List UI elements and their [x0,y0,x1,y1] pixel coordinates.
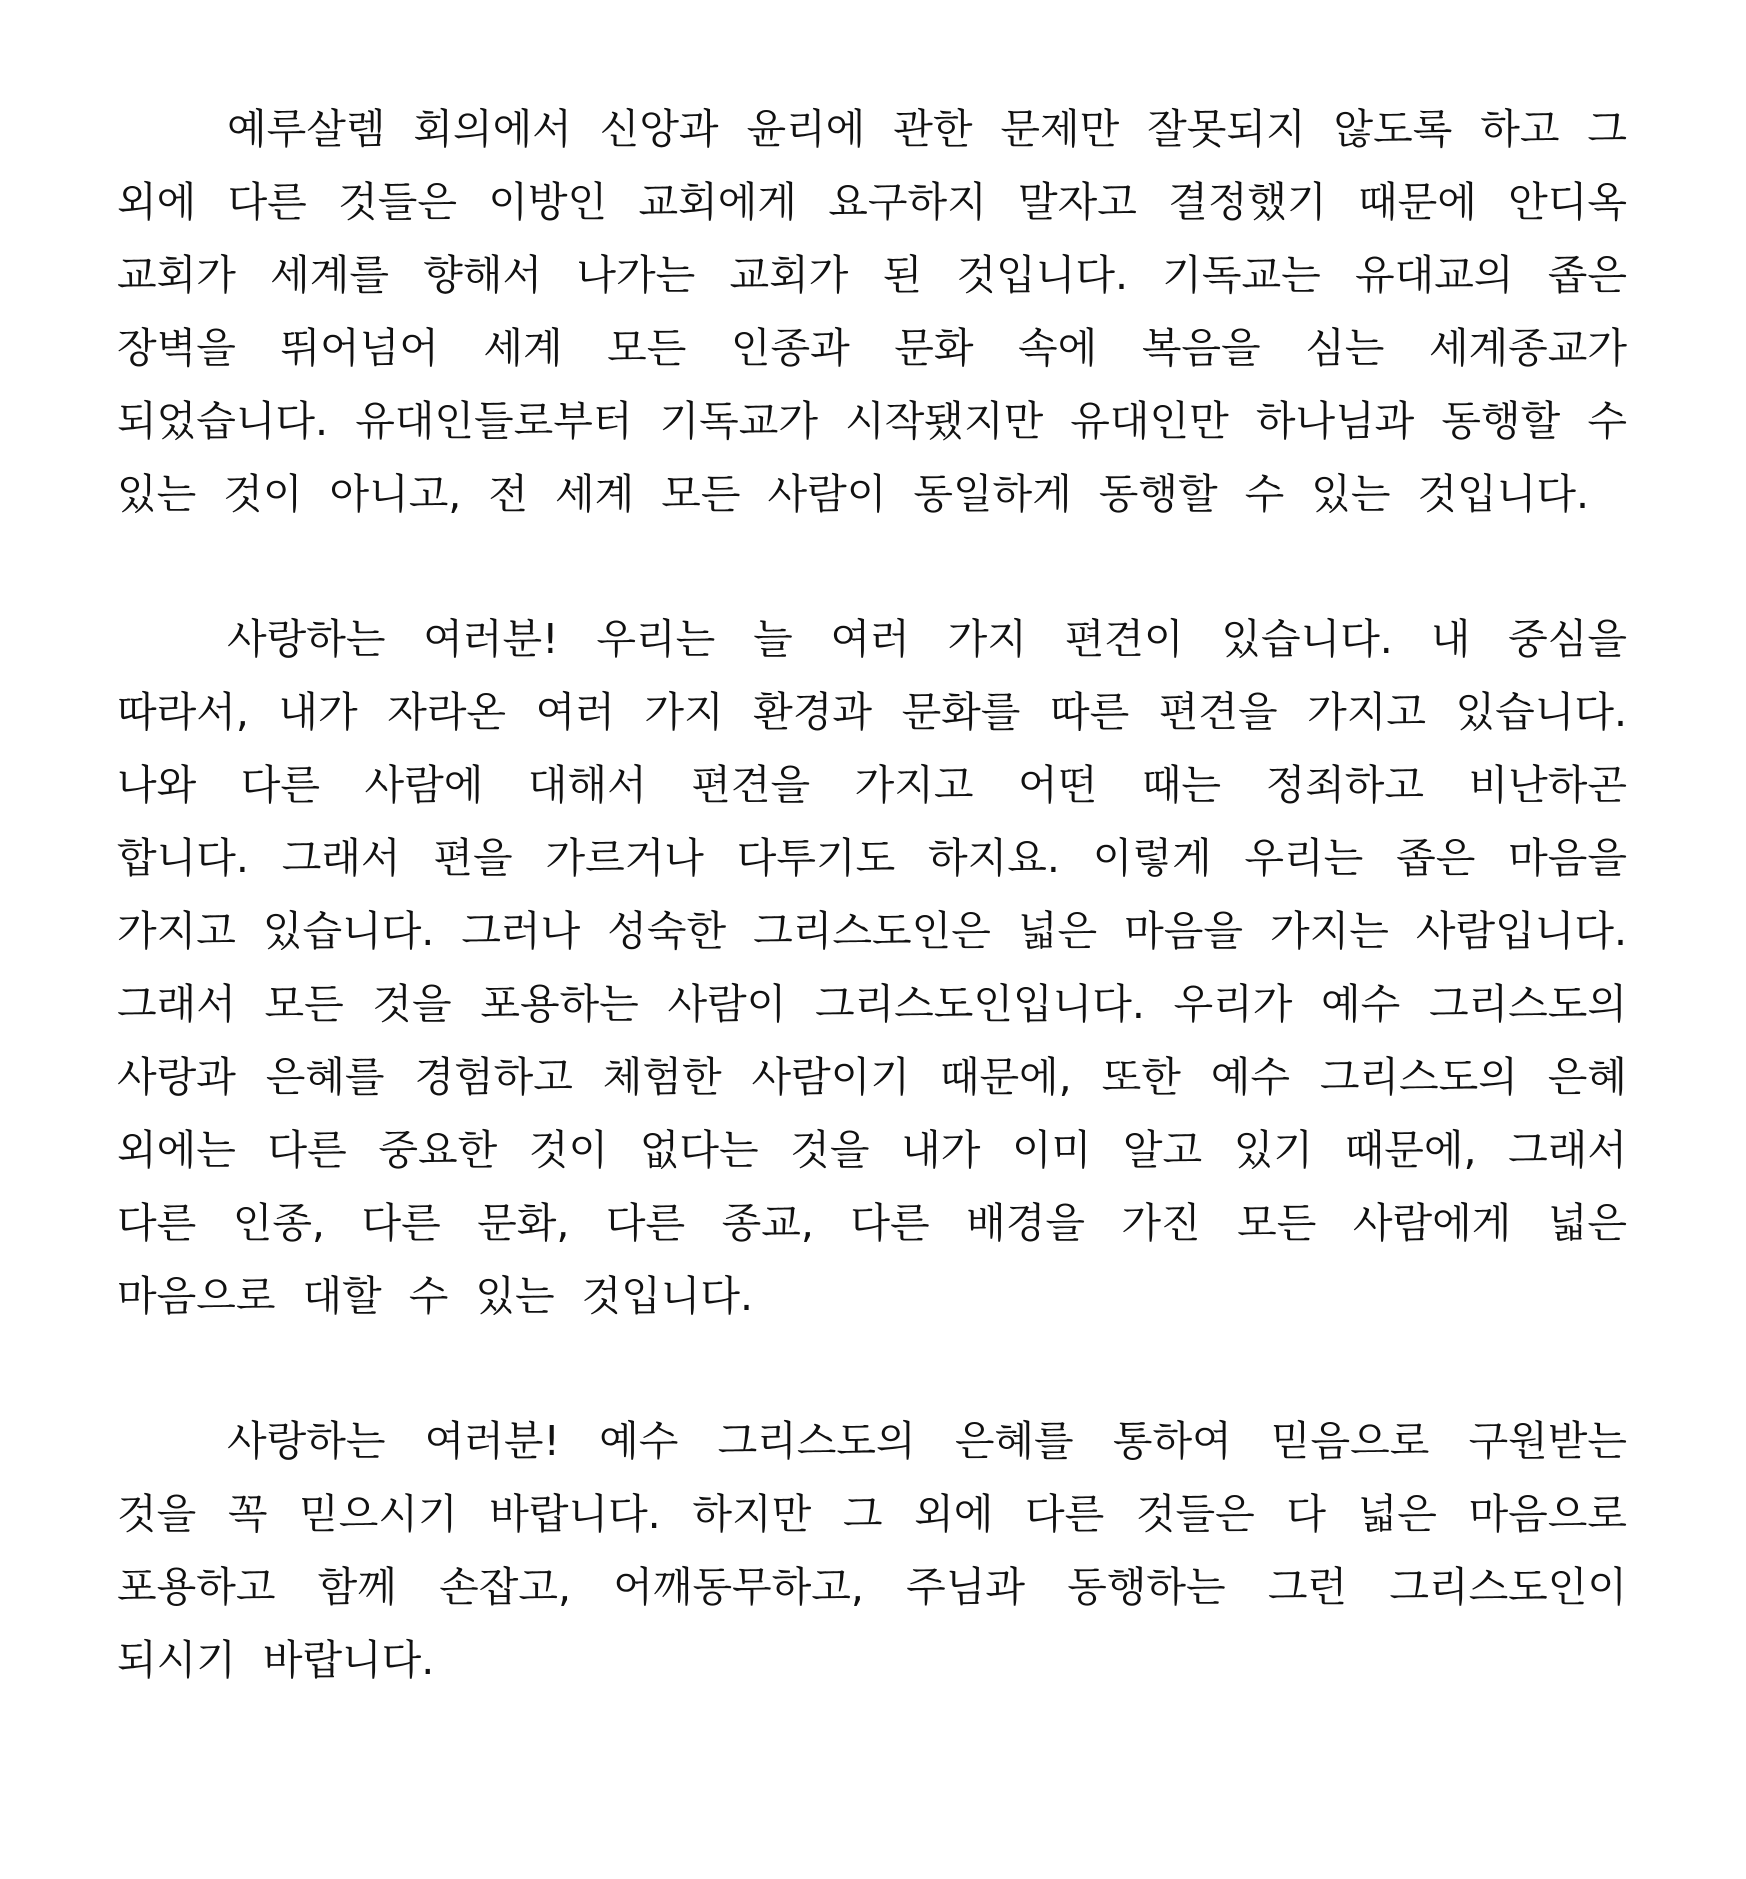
document-body [117,93,1627,1697]
paragraph-3: 사랑하는 여러분! 예수 그리스도의 은혜를 통하여 믿음으로 구원받는 것을 꼭 믿으시기 바랍니다. 하지만 그 외에 다른 것들은 다 넓은 마음으로 포용하고 함께 손잡고, 어깨동무하고, 주님과 동행하는 그런 그리스도인이 되시기 바랍니다. [117,1417,1627,1684]
paragraph-2: 사랑하는 여러분! 우리는 늘 여러 가지 편견이 있습니다. 내 중심을 따라서, 내가 자라온 여러 가지 환경과 문화를 따른 편견을 가지고 있습니다. 나와 다른 사람에 대해서 편견을 가지고 어떤 때는 정죄하고 비난하곤 합니다. 그래서 편을 가르거나 다투기도 하지요. 이렇게 우리는 좁은 마음을 가지고 있습니다. 그러나 성숙한 그리스도인은 넓은 마음을 가지는 사람입니다. 그래서 모든 것을 포용하는 사람이 그리스도인입니다. 우리가 예수 그리스도의 사랑과 은혜를 경험하고 체험한 사람이기 때문에, 또한 예수 그리스도의 은혜 외에는 다른 중요한 것이 없다는 것을 내가 이미 알고 있기 때문에, 그래서 다른 인종, 다른 문화, 다른 종교, 다른 배경을 가진 모든 사람에게 넓은 마음으로 대할 수 있는 것입니다. [117,615,1627,1320]
paragraph-1: 예루살렘 회의에서 신앙과 윤리에 관한 문제만 잘못되지 않도록 하고 그 외에 다른 것들은 이방인 교회에게 요구하지 말자고 결정했기 때문에 안디옥 교회가 세계를 향해서 나가는 교회가 된 것입니다. 기독교는 유대교의 좁은 장벽을 뛰어넘어 세계 모든 인종과 문화 속에 복음을 심는 세계종교가 되었습니다. 유대인들로부터 기독교가 시작됐지만 유대인만 하나님과 동행할 수 있는 것이 아니고, 전 세계 모든 사람이 동일하게 동행할 수 있는 것입니다. [117,105,1627,518]
